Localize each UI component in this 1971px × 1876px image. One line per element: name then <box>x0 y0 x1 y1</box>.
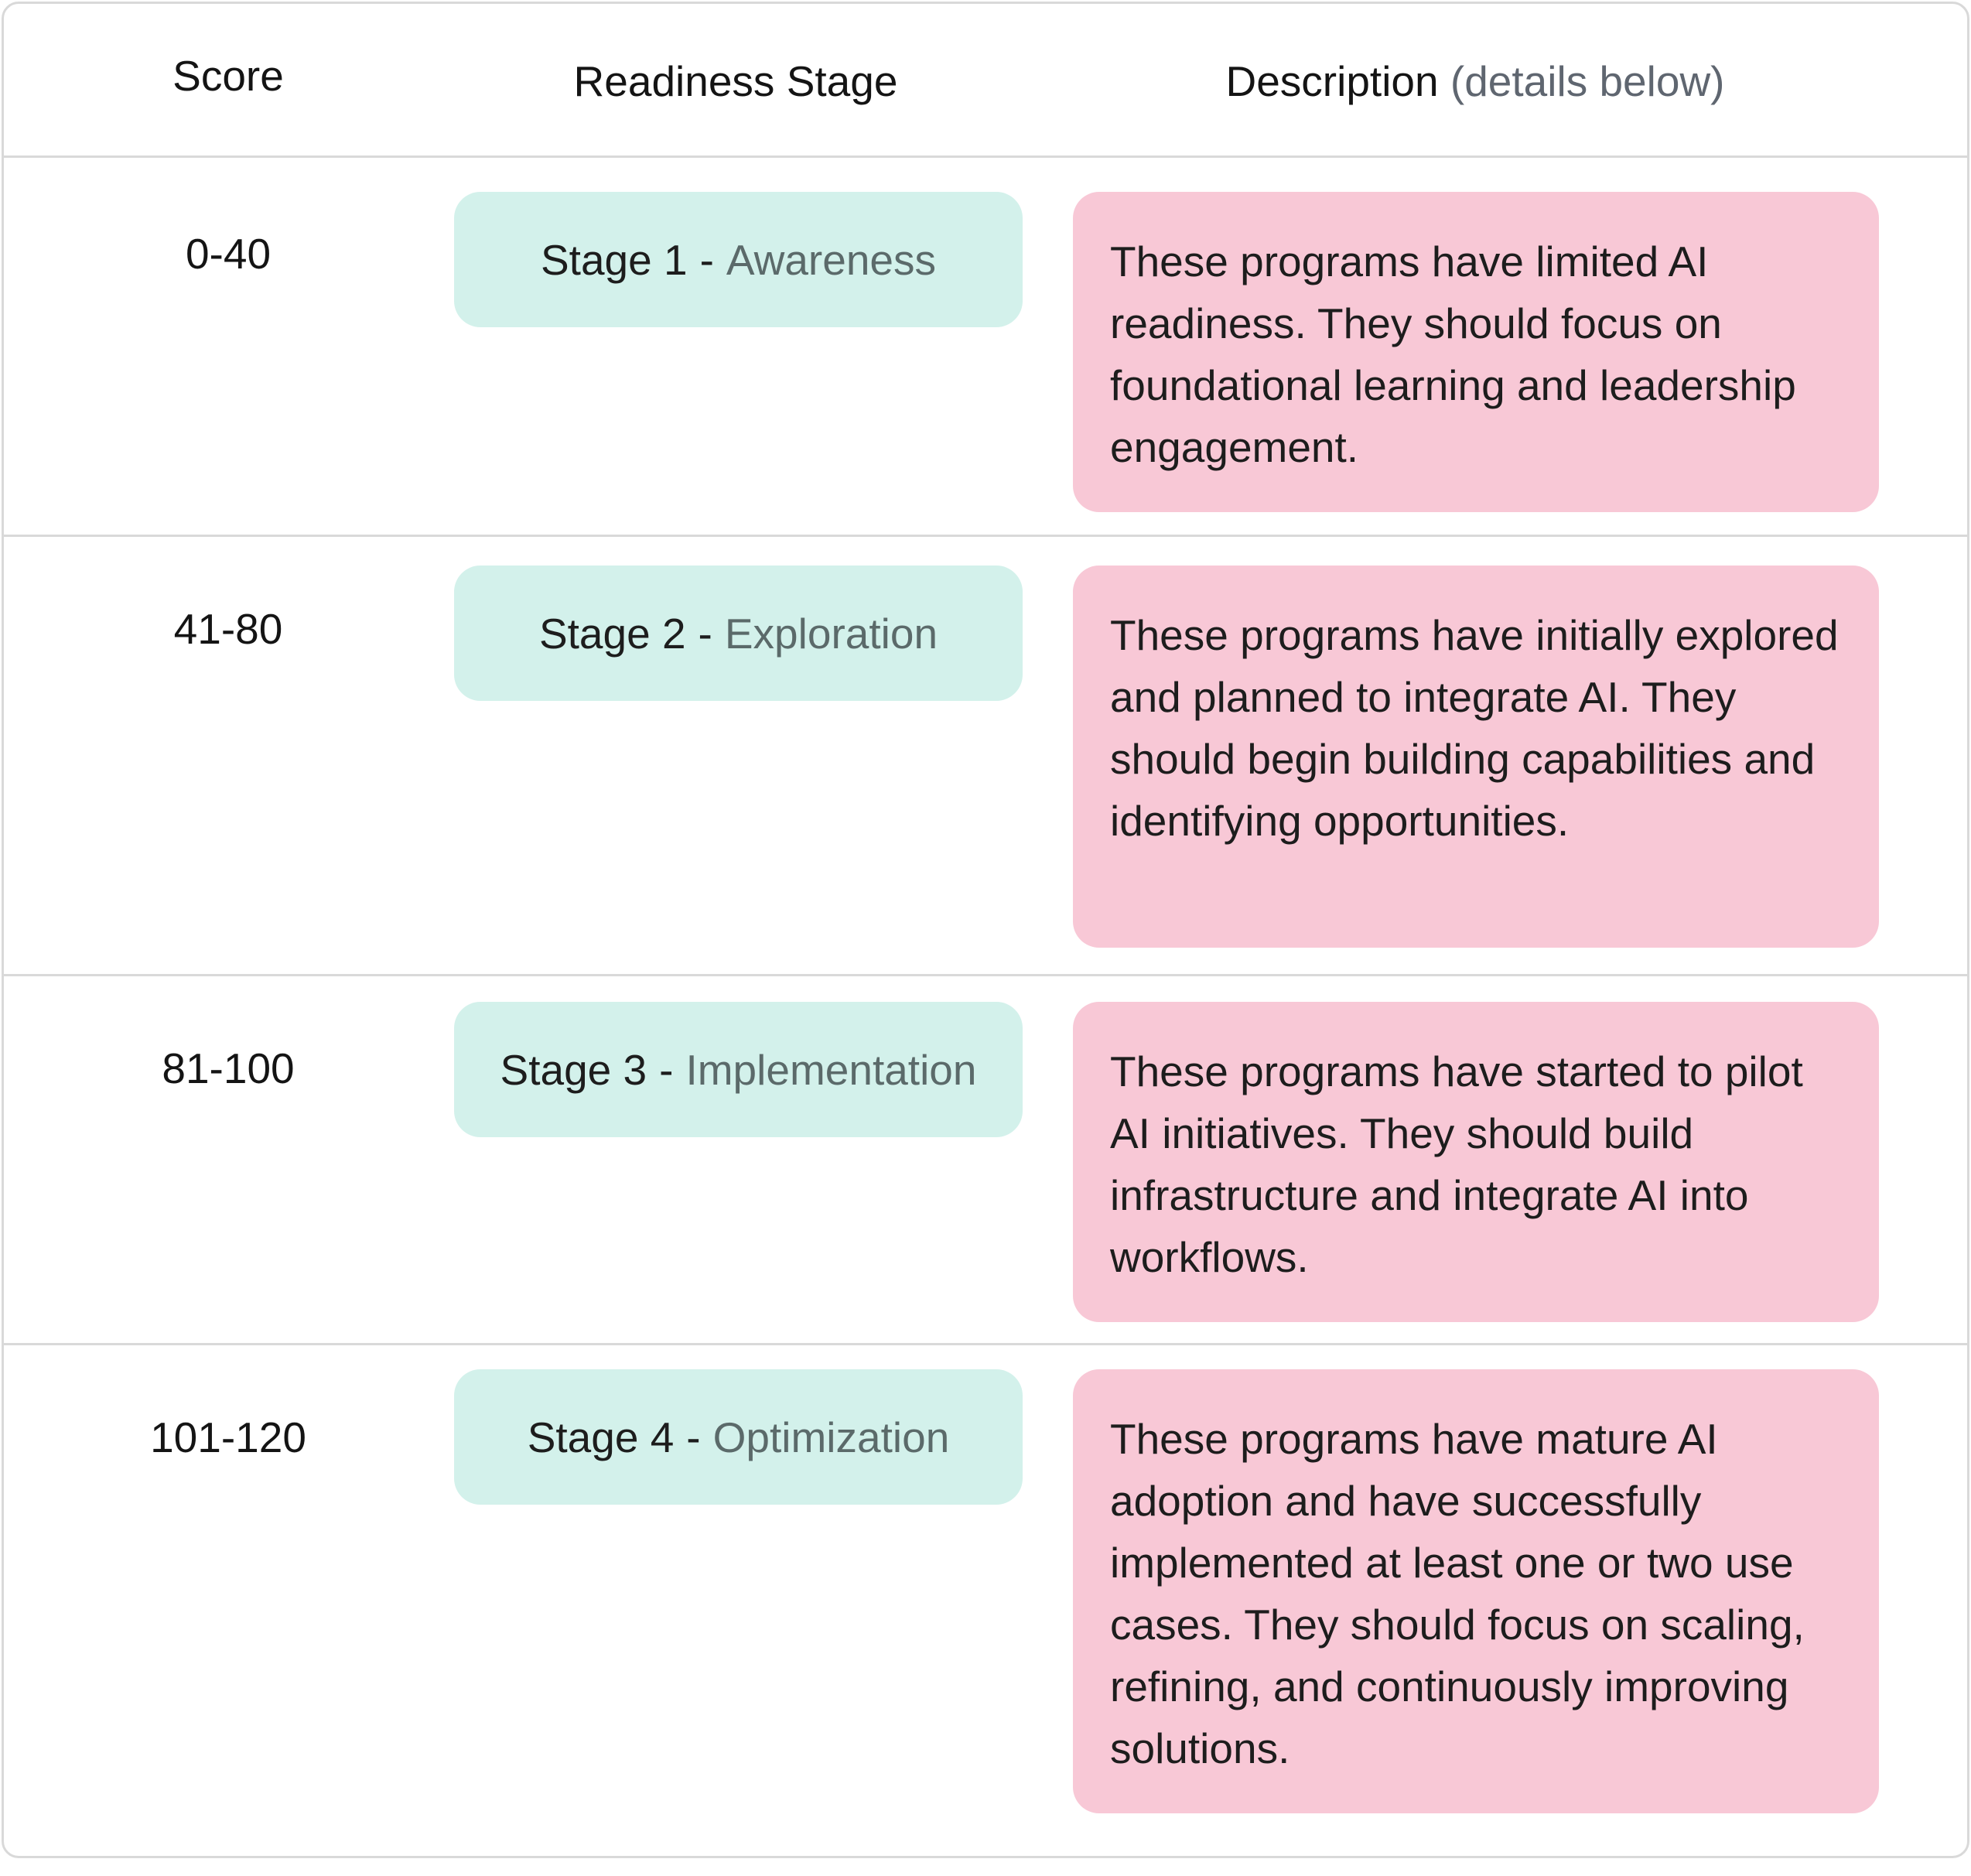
stage-badge <box>454 1369 1023 1505</box>
table-row <box>4 158 1967 537</box>
stage-description: These programs have started to pilot AI initiatives. They should build infrastructure and integrate AI into workflows. <box>1073 1002 1879 1322</box>
stage-name: Exploration <box>724 609 938 658</box>
stage-description: These programs have limited AI readiness. They should focus on foundational learning and leadership engagement. <box>1073 192 1879 512</box>
table-header <box>4 4 1967 158</box>
stage-description: These programs have initially explored and planned to integrate AI. They should begin building capabilities and identifying opportunities. <box>1073 566 1879 948</box>
score-range: 101-120 <box>150 1413 306 1461</box>
stage-separator: - <box>698 609 712 658</box>
stage-separator: - <box>699 235 714 284</box>
score-range: 81-100 <box>162 1044 295 1092</box>
stage-number: Stage 4 <box>527 1413 675 1461</box>
stage-separator: - <box>686 1413 701 1461</box>
stage-badge <box>454 1002 1023 1137</box>
stage-name: Awareness <box>726 235 937 284</box>
header-score-label: Score <box>173 51 284 100</box>
header-score <box>4 4 453 158</box>
readiness-table <box>2 2 1969 1858</box>
stage-name: Implementation <box>685 1045 977 1094</box>
table-row <box>4 539 1967 976</box>
score-range: 41-80 <box>173 605 283 653</box>
stage-number: Stage 1 <box>540 235 688 284</box>
stage-badge <box>454 192 1023 327</box>
stage-number: Stage 2 <box>538 609 686 658</box>
stage-badge <box>454 566 1023 701</box>
header-stage-label: Readiness Stage <box>573 56 898 105</box>
stage-name: Optimization <box>712 1413 950 1461</box>
header-stage <box>453 4 1019 158</box>
score-range: 0-40 <box>185 230 272 278</box>
header-description <box>1073 4 1877 158</box>
table-row <box>4 1348 1967 1858</box>
stage-separator: - <box>659 1045 674 1094</box>
table-row <box>4 979 1967 1345</box>
stage-description: These programs have mature AI adoption and have successfully implemented at least one or two use cases. They should focus on scaling, refining, and continuously improving solutions. <box>1073 1369 1879 1813</box>
stage-number: Stage 3 <box>500 1045 647 1094</box>
header-description-label: Description <box>1225 56 1439 105</box>
header-description-note: (details below) <box>1450 56 1725 105</box>
